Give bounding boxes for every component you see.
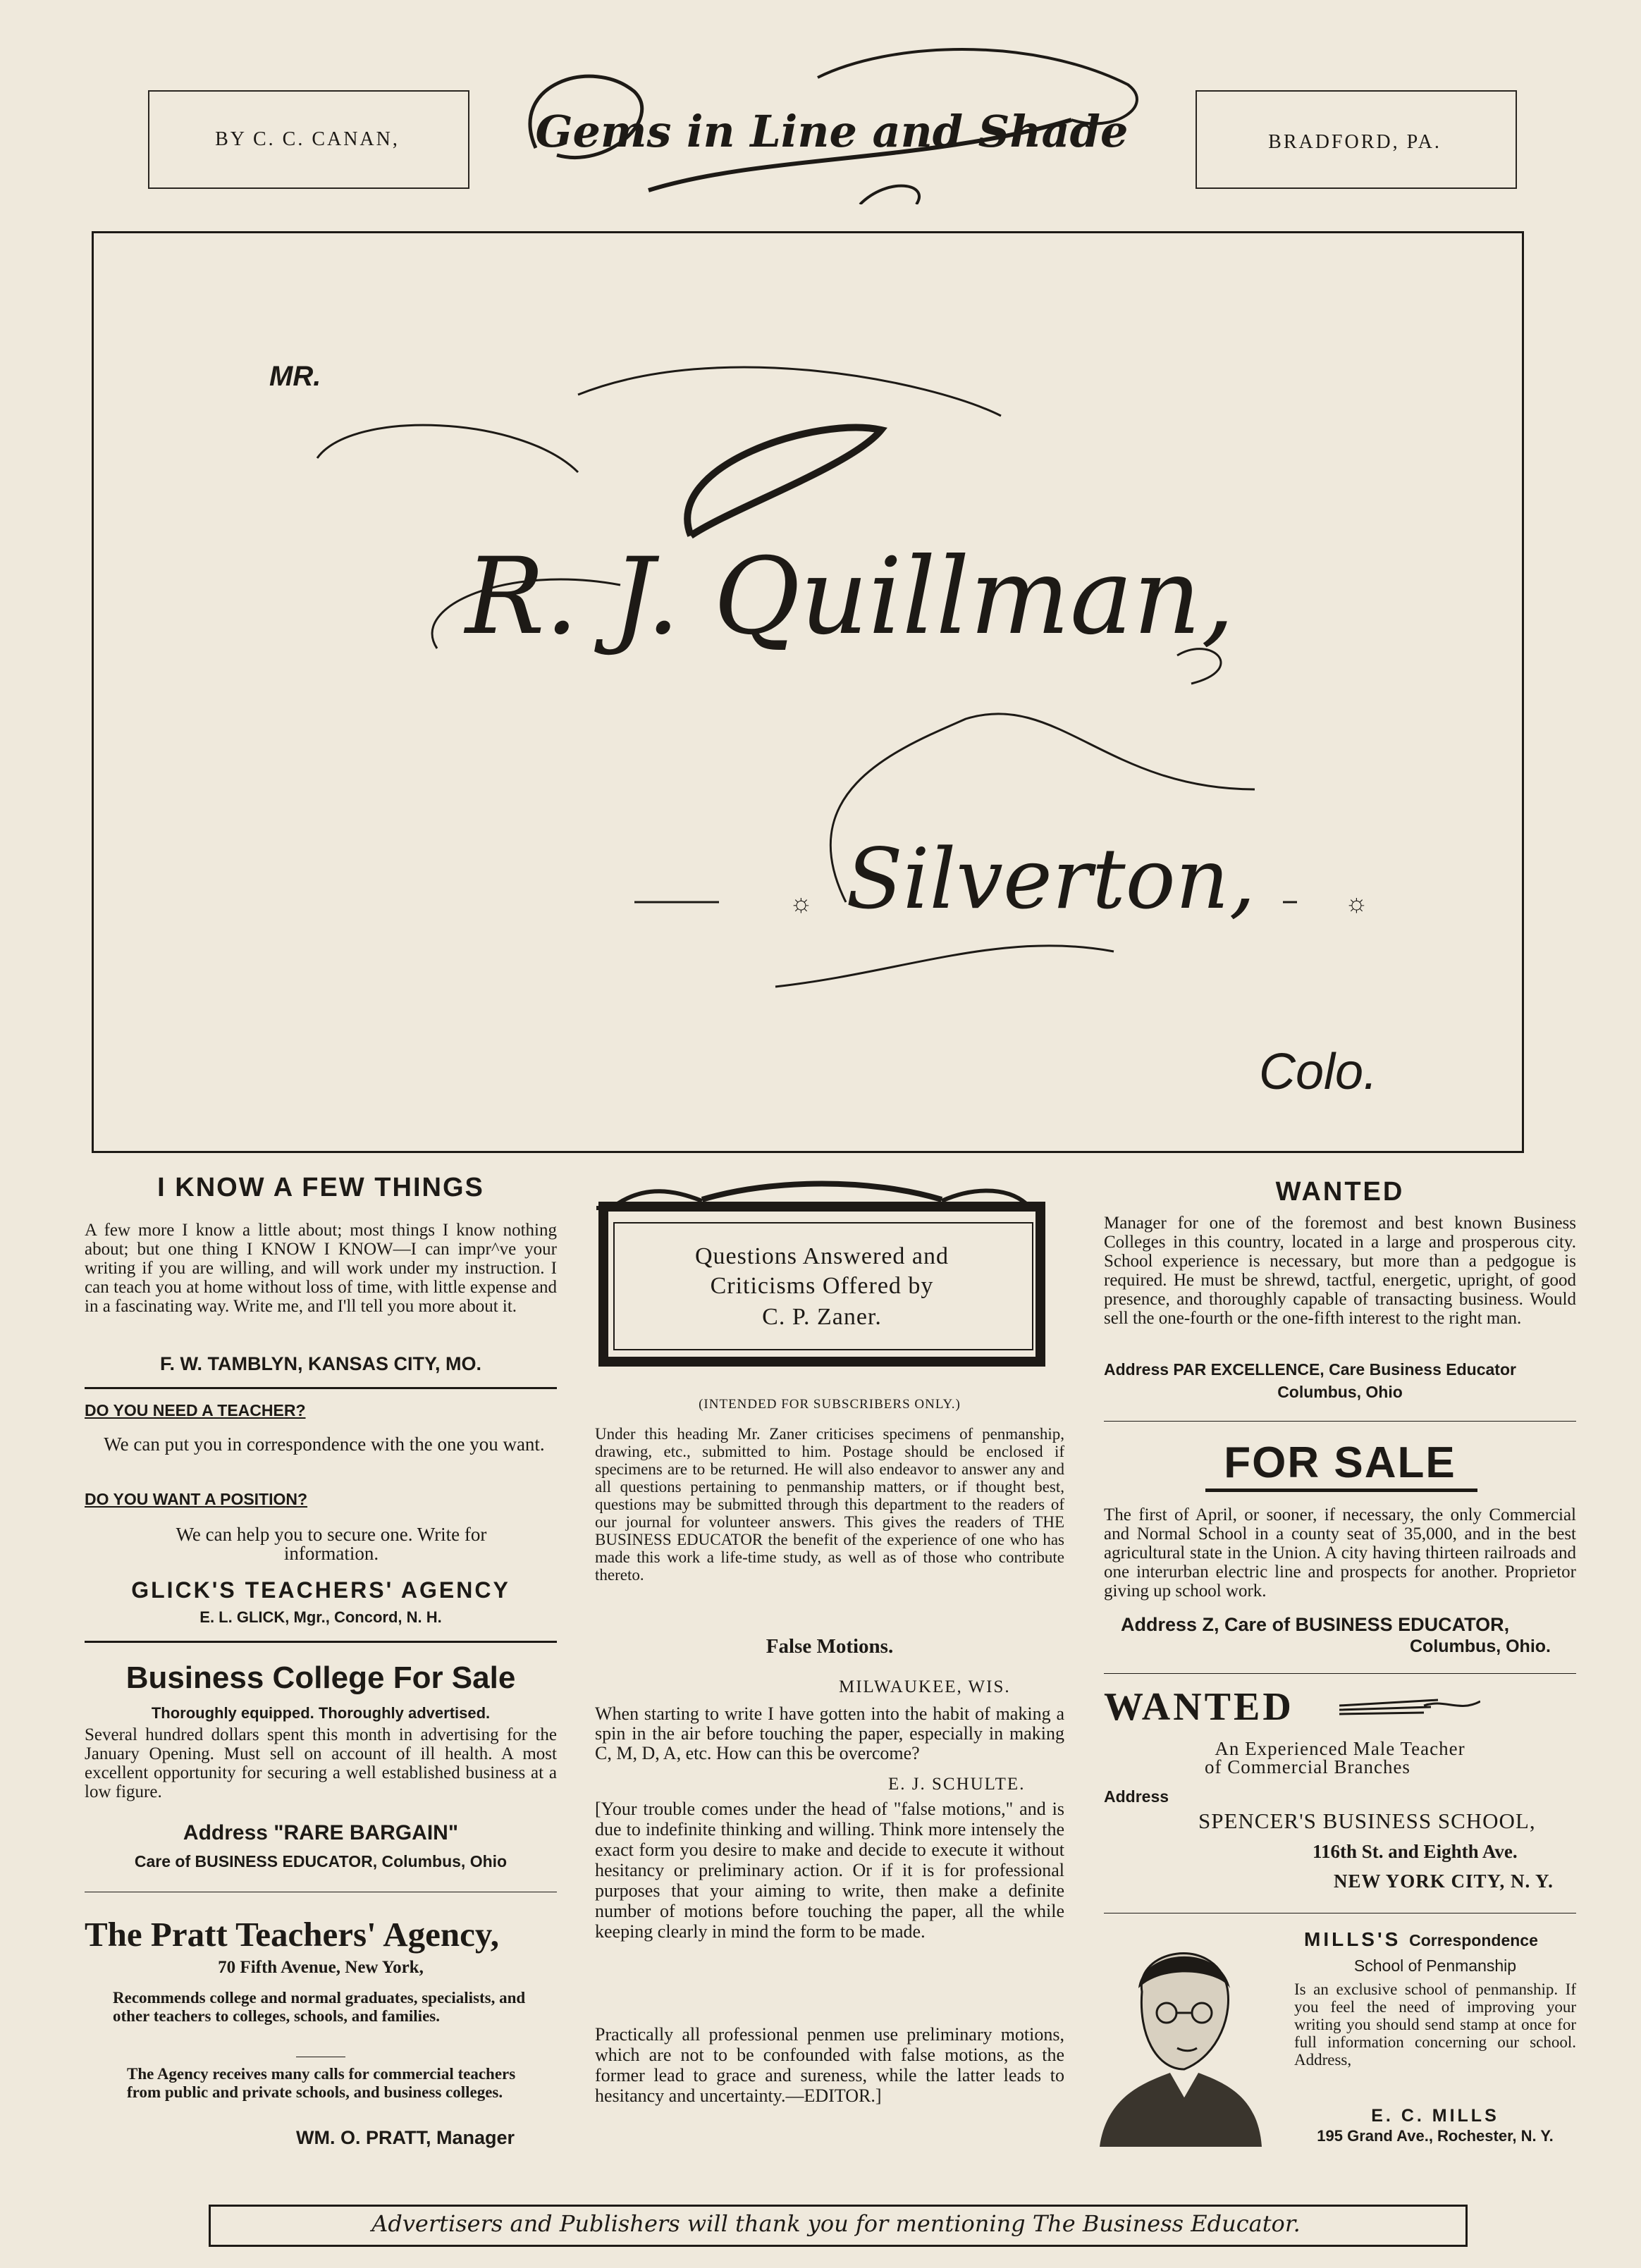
glick-manager: E. L. GLICK, Mgr., Concord, N. H.: [199, 1608, 442, 1626]
mills-heading-label: Correspondence: [1409, 1931, 1538, 1949]
wanted1-body: Manager for one of the foremost and best known Business Colleges in this country, located in a large and prosperous city. School experience is necessary, but more than a pedgogue is required. He must be shrewd, tactful, energetic, upright, of good presence, and thoroughly capable of transacting business. Would sell the one-fourth or the one-fifth interest to the right man.: [1104, 1214, 1576, 1328]
masthead-author: BY C. C. CANAN,: [215, 128, 400, 150]
tamblyn-heading: I KNOW A FEW THINGS: [157, 1173, 484, 1202]
mills-heading-name: MILLS'S: [1304, 1928, 1401, 1950]
wanted2-body-1: An Experienced Male Teacher: [1215, 1738, 1465, 1759]
masthead-place: BRADFORD, PA.: [1268, 131, 1442, 153]
letter-body: When starting to write I have gotten into the habit of making a spin in the air before touching the paper, especially in making C, M, D, A, etc. How can this be overcome?: [595, 1703, 1064, 1763]
subscribers-note: (INTENDED FOR SUBSCRIBERS ONLY.): [699, 1397, 961, 1412]
mills-name: E. C. MILLS: [1371, 2106, 1499, 2126]
masthead-title: Gems in Line and Shade: [535, 106, 1129, 157]
col3-divider-2: [1104, 1673, 1576, 1674]
banner-line-3: C. P. Zaner.: [762, 1304, 882, 1330]
mills-portrait: [1100, 1928, 1262, 2147]
tamblyn-signature: F. W. TAMBLYN, KANSAS CITY, MO.: [159, 1353, 482, 1374]
footer-text: Advertisers and Publishers will thank you for mentioning The Business Educator.: [371, 2210, 1301, 2237]
glick-a2: We can help you to secure one. Write for information.: [176, 1524, 487, 1564]
false-motions-heading: False Motions.: [766, 1635, 894, 1658]
envelope-prefix: MR.: [269, 361, 321, 392]
sale-body: Several hundred dollars spent this month in advertising for the January Opening. Must sell on account of ill health. A most excellent opportunity for securing a well established business at a low figure.: [85, 1725, 557, 1801]
wanted2-address-label: Address: [1104, 1787, 1169, 1806]
glick-q1: DO YOU NEED A TEACHER?: [85, 1401, 306, 1419]
envelope-flourishes: [296, 352, 1297, 1036]
zaner-intro: Under this heading Mr. Zaner criticises specimens of penmanship, drawing, etc., submitted to him. Postage should be enclosed if specimens are to be returned. He will also endeavor to answer any and all questions pertaining to penmanship matters, or if thought best, questions may be submitted through this department to the readers of our journal for volunteer answers. This gives the readers of THE BUSINESS EDUCATOR the benefit of the experience of one who has made this work a life-time study, as well as of those who contribute thereto.: [595, 1425, 1064, 1584]
pratt-manager: WM. O. PRATT, Manager: [296, 2127, 515, 2148]
envelope-ornament-right: ☼: [1345, 889, 1368, 917]
mills-heading: [1304, 1928, 1538, 1951]
forsale-underline: [1205, 1489, 1477, 1492]
wanted1-address: Address PAR EXCELLENCE, Care Business Educator: [1104, 1360, 1516, 1379]
mills-sub: School of Penmanship: [1353, 1956, 1517, 1975]
pratt-body: Recommends college and normal graduates, specialists, and other teachers to colleges, schools, and families.: [113, 1989, 526, 2025]
sale-heading: Business College For Sale: [125, 1660, 516, 1695]
forsale-city: Columbus, Ohio.: [1410, 1637, 1551, 1656]
pratt-address: 70 Fifth Avenue, New York,: [218, 1958, 424, 1977]
sale-care: Care of BUSINESS EDUCATOR, Columbus, Ohio: [134, 1852, 508, 1871]
tamblyn-body: A few more I know a little about; most things I know nothing about; but one thing I KNOW I KNOW—I can impr^ve your writing if you are willing, and will work under my instruction. I can teach you at home without loss of time, with little expense and in a fascinating way. Write me, and I'll tell you more about it.: [85, 1221, 557, 1316]
sale-sub: Thoroughly equipped. Thoroughly advertised.: [151, 1704, 491, 1722]
envelope-ornament-left: ☼: [789, 889, 813, 917]
envelope-city: Silverton,: [846, 830, 1256, 927]
wanted2-body-2: of Commercial Branches: [1205, 1756, 1410, 1777]
col3-divider-1: [1104, 1421, 1576, 1422]
wanted1-heading: WANTED: [1275, 1177, 1405, 1207]
letter-signature: E. J. SCHULTE.: [888, 1775, 1026, 1794]
envelope-name: R. J. Quillman,: [465, 536, 1235, 658]
letter-place: MILWAUKEE, WIS.: [839, 1677, 1011, 1696]
banner-line-2: Criticisms Offered by: [710, 1273, 934, 1299]
pratt-heading: The Pratt Teachers' Agency,: [85, 1915, 499, 1954]
envelope-state: Colo.: [1259, 1044, 1378, 1100]
mills-body: Is an exclusive school of penmanship. If you feel the need of improving your writing you should send stamp at once for full information concerning our school. Address,: [1294, 1980, 1576, 2069]
wanted2-heading: WANTED: [1104, 1685, 1294, 1729]
wanted2-swash: [1339, 1691, 1480, 1720]
glick-a1: We can put you in correspondence with the one you want.: [104, 1434, 545, 1455]
col1-divider-1: [85, 1387, 557, 1389]
editor-answer-2: Practically all professional penmen use preliminary motions, which are not to be confounded with false motions, as the former lead to grace and sureness, while the latter leads to hesitancy and uncertainty.—EDITOR.]: [595, 2024, 1064, 2106]
banner-line-1: Questions Answered and: [694, 1243, 949, 1269]
forsale-body: The first of April, or sooner, if necessary, the only Commercial and Normal School in a county seat of 35,000, and in the best agricultural state in the Union. A city having thirteen railroads and one interurban electric line and prospects for another. Proprietor giving up school work.: [1104, 1505, 1576, 1601]
forsale-address: Address Z, Care of BUSINESS EDUCATOR,: [1121, 1614, 1510, 1635]
editor-answer-1: [Your trouble comes under the head of "false motions," and is due to indefinite thinking and willing. Think more intensely the exact form you desire to make and decide to execute it without hesitancy or preliminary action. Or if it is for professional purposes that your aiming to write, then make a definite number of motions before touching the paper, all the while keeping clearly in mind the form to be made.: [595, 1799, 1064, 1942]
wanted2-school: SPENCER'S BUSINESS SCHOOL,: [1198, 1808, 1536, 1833]
forsale-heading: FOR SALE: [1224, 1438, 1456, 1487]
sale-address: Address "RARE BARGAIN": [183, 1821, 459, 1844]
wanted2-street: 116th St. and Eighth Ave.: [1313, 1841, 1518, 1862]
pratt-body2: The Agency receives many calls for commercial teachers from public and private schools, and business colleges.: [127, 2065, 516, 2101]
wanted2-city: NEW YORK CITY, N. Y.: [1334, 1871, 1554, 1892]
mills-address: 195 Grand Ave., Rochester, N. Y.: [1317, 2127, 1554, 2145]
col1-divider-2: [85, 1641, 557, 1643]
glick-name: GLICK'S TEACHERS' AGENCY: [131, 1577, 510, 1603]
glick-q2: DO YOU WANT A POSITION?: [85, 1490, 308, 1508]
wanted1-city: Columbus, Ohio: [1277, 1383, 1403, 1401]
